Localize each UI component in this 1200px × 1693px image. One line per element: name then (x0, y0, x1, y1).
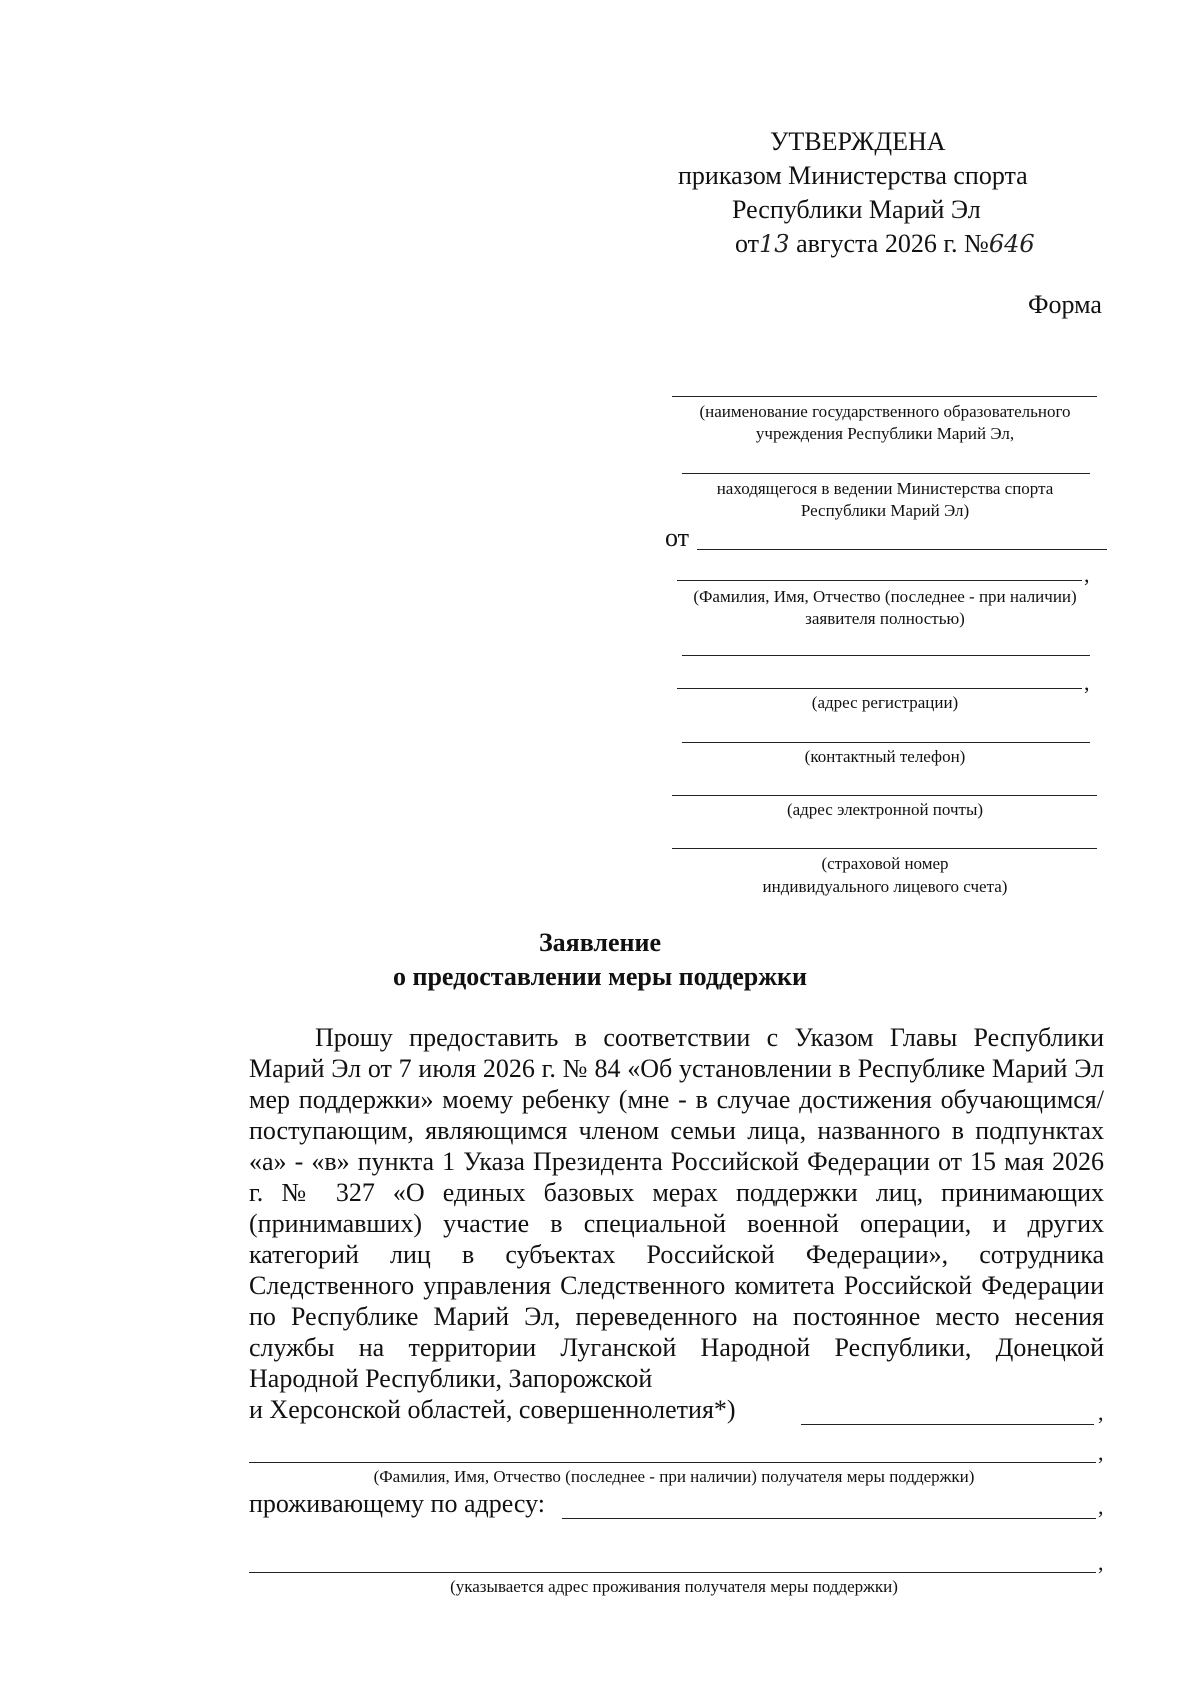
phone-line[interactable] (682, 742, 1090, 743)
application-body (249, 1022, 1104, 1394)
snils-caption-2: индивидуального лицевого счета) (762, 877, 1008, 896)
comma-mark: , (1098, 1494, 1104, 1519)
residing-label: проживающему по адресу: (249, 1489, 546, 1518)
residence-address-line-1[interactable] (562, 1518, 1096, 1519)
registration-address-line-1[interactable] (682, 655, 1090, 656)
applicant-name-line-1[interactable] (697, 549, 1107, 550)
comma-mark: , (1098, 1550, 1104, 1575)
email-line[interactable] (672, 795, 1097, 796)
residence-address-caption: (указывается адрес проживания получателя меры поддержки) (450, 1577, 898, 1596)
application-paragraph: Прошу предоставить в соответствии с Указом Главы Республики Марий Эл от 7 июля 2026 г. № 84 «Об установлении в Республике Марий Эл мер поддержки» моему ребенку (мне - в случае достижения обучающимся/поступающим, являющимся членом семьи лица, названного в подпунктах «а» - «в» пункта 1 Указа Президента Российской Федерации от 15 мая 2026 г. № 327 «О единых базовых мерах поддержки лиц, принимающих (принимавших) участие в специальной военной операции, и других категорий лиц в субъектах Российской Федерации», сотрудника Следственного управления Следственного комитета Российской Федерации по Республике Марий Эл, переведенного на постоянное место несения службы на территории Луганской Народной Республики, Донецкой Народной Республики, Запорожской (249, 1023, 1104, 1393)
snils-line[interactable] (672, 848, 1097, 849)
form-label: Форма (1028, 290, 1102, 319)
from-label: от (665, 523, 690, 552)
ministry-caption-2: Республики Марий Эл) (800, 501, 970, 520)
comma-mark: , (1084, 562, 1090, 587)
institution-caption-2: учреждения Республики Марий Эл, (755, 424, 1015, 443)
phone-caption: (контактный телефон) (804, 747, 966, 766)
document-title: Заявление (538, 928, 662, 957)
approval-title: УТВЕРЖДЕНА (770, 127, 946, 156)
approval-date-line (735, 228, 1035, 260)
adulthood-fill-line[interactable] (801, 1424, 1094, 1425)
date-rest: августа 2026 г. № (789, 229, 989, 258)
date-prefix: от (735, 229, 760, 258)
applicant-name-line-2[interactable] (677, 580, 1082, 581)
document-subtitle: о предоставлении меры поддержки (392, 962, 808, 991)
residence-address-line-2[interactable] (249, 1572, 1096, 1573)
recipient-caption: (Фамилия, Имя, Отчество (последнее - при наличии) получателя меры поддержки) (373, 1467, 975, 1486)
approval-order-line: приказом Министерства спорта (678, 161, 1028, 190)
comma-mark: , (1098, 1440, 1104, 1465)
registration-address-line-2[interactable] (677, 688, 1082, 689)
handwritten-day: 13 (759, 230, 790, 258)
last-body-line: и Херсонской областей, совершеннолетия*) (249, 1395, 736, 1424)
comma-mark: , (1098, 1400, 1104, 1425)
snils-caption-1: (страховой номер (821, 854, 949, 873)
institution-name-line-2[interactable] (682, 473, 1090, 474)
email-caption: (адрес электронной почты) (786, 800, 984, 819)
comma-mark: , (1084, 670, 1090, 695)
institution-caption-1: (наименование государственного образовательного (699, 402, 1071, 421)
approval-republic-line: Республики Марий Эл (732, 195, 981, 224)
applicant-fio-caption-2: заявителя полностью) (805, 609, 965, 628)
ministry-caption-1: находящегося в ведении Министерства спорта (716, 479, 1054, 498)
handwritten-order-number: 646 (988, 230, 1035, 258)
institution-name-line[interactable] (672, 396, 1097, 397)
registration-address-caption: (адрес регистрации) (811, 693, 959, 712)
recipient-name-line[interactable] (249, 1462, 1096, 1463)
applicant-fio-caption-1: (Фамилия, Имя, Отчество (последнее - при наличии) (693, 587, 1077, 606)
